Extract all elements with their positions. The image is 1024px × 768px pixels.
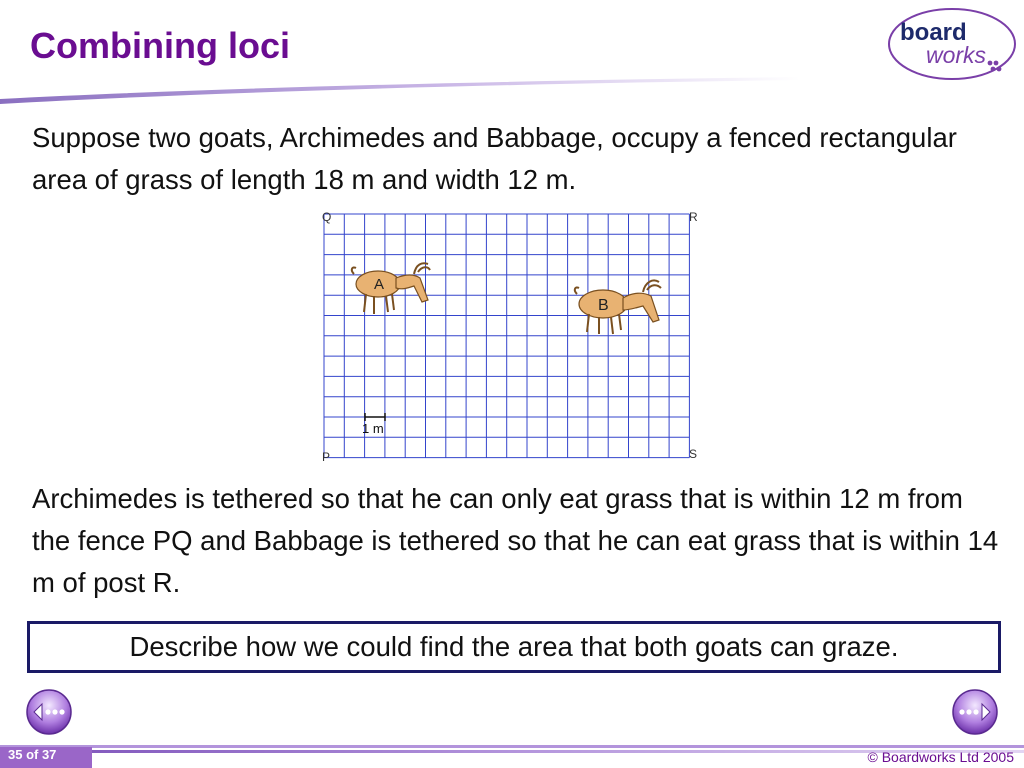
corner-label-q: Q	[322, 210, 332, 224]
corner-label-s: S	[689, 447, 698, 461]
intro-paragraph: Suppose two goats, Archimedes and Babbage, occupy a fenced rectangular area of grass of length 18 m and width 12 m.	[32, 122, 957, 195]
goat-a-label: A	[374, 276, 385, 293]
question-box	[27, 621, 1001, 673]
scale-label: 1 m	[362, 421, 384, 436]
scale-marker	[365, 413, 385, 421]
logo-word-works: works	[926, 42, 987, 68]
goat-b-label: B	[598, 297, 609, 314]
corner-label-p: P	[322, 450, 331, 464]
boardworks-logo	[886, 6, 1018, 82]
slide-title: Combining loci	[30, 25, 290, 66]
arrow-right-icon	[951, 688, 999, 736]
field-grid-diagram	[318, 206, 710, 464]
question-text: Describe how we could find the area that both goats can graze.	[129, 631, 899, 662]
arrow-left-icon	[25, 688, 73, 736]
copyright-notice: © Boardworks Ltd 2005	[867, 749, 1014, 765]
logo-word-board: board	[900, 19, 967, 46]
corner-label-r: R	[689, 210, 698, 224]
page-indicator: 35 of 37	[8, 747, 57, 762]
next-slide-button[interactable]	[951, 688, 999, 736]
goat-a-illustration	[352, 263, 430, 314]
previous-slide-button[interactable]	[25, 688, 73, 736]
body-paragraph: Archimedes is tethered so that he can only eat grass that is within 12 m from the fence PQ and Babbage is tethered so that he can eat grass that is within 14 m of post R.	[32, 483, 999, 598]
